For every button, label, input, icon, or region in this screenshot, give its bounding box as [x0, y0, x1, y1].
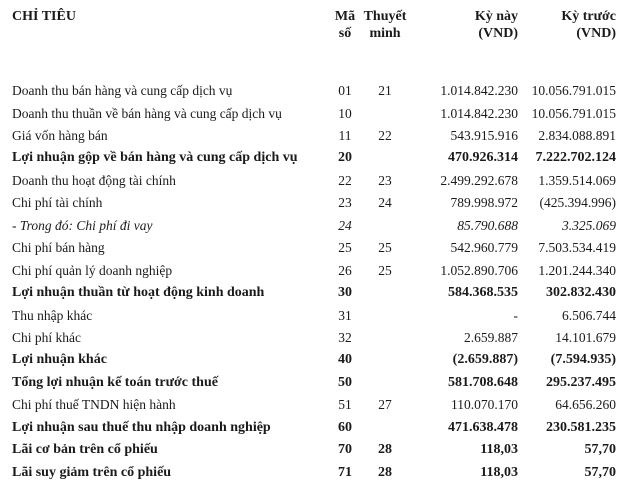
header-note: [360, 8, 410, 42]
row-previous-value: 3.325.069: [562, 217, 616, 233]
row-note: 24: [378, 195, 392, 211]
row-note: 28: [378, 464, 392, 480]
table-row: [0, 438, 624, 461]
header-code-line1: Mã: [334, 9, 356, 24]
row-current-value: (2.659.887): [452, 352, 518, 368]
row-current-value: 118,03: [480, 442, 518, 458]
row-current-value: 2.499.292.678: [440, 172, 518, 188]
row-current-value: 584.368.535: [448, 285, 518, 300]
row-current-value: -: [513, 307, 518, 323]
row-previous-value: 295.237.495: [546, 374, 616, 390]
row-code: 24: [338, 217, 352, 233]
row-previous-value: 302.832.430: [546, 285, 616, 300]
row-label: Doanh thu hoạt động tài chính: [12, 172, 176, 188]
header-previous-line2: (VND): [576, 26, 616, 41]
row-previous-value: 2.834.088.891: [538, 127, 616, 143]
row-code: 01: [338, 83, 352, 98]
row-label: Lợi nhuận gộp về bán hàng và cung cấp dịch vụ: [12, 150, 298, 166]
table-row: [0, 304, 624, 327]
row-label: Thu nhập khác: [12, 307, 93, 323]
row-current-value: 470.926.314: [448, 150, 518, 166]
row-note: 27: [378, 397, 392, 413]
row-label: Giá vốn hàng bán: [12, 127, 108, 143]
table-row: [0, 124, 624, 147]
header-current-period: [408, 8, 518, 42]
header-current-line2: (VND): [478, 26, 518, 41]
row-label: Lãi cơ bản trên cổ phiếu: [12, 442, 158, 458]
table-row: [0, 214, 624, 237]
row-label: Chi phí thuế TNDN hiện hành: [12, 397, 176, 413]
table-row: [0, 259, 624, 282]
row-code: 26: [338, 262, 352, 278]
header-indicator: CHỈ TIÊU: [12, 9, 76, 24]
table-row: [0, 236, 624, 259]
row-label: Doanh thu bán hàng và cung cấp dịch vụ: [12, 83, 233, 98]
row-current-value: 1.052.890.706: [440, 262, 518, 278]
row-label: Lợi nhuận sau thuế thu nhập doanh nghiệp: [12, 419, 271, 435]
row-code: 20: [338, 150, 352, 166]
table-row: [0, 326, 624, 349]
table-row: [0, 146, 624, 169]
row-current-value: 471.638.478: [448, 419, 518, 435]
table-row: [0, 461, 624, 484]
row-label: - Trong đó: Chi phí đi vay: [12, 217, 153, 233]
row-label: Chi phí tài chính: [12, 195, 103, 211]
row-current-value: 85.790.688: [457, 217, 518, 233]
row-previous-value: 7.222.702.124: [535, 150, 616, 166]
row-label: Lợi nhuận khác: [12, 352, 107, 368]
table-row: [0, 79, 624, 102]
table-row: [0, 191, 624, 214]
row-code: 23: [338, 195, 352, 211]
row-current-value: 118,03: [480, 464, 518, 480]
row-code: 25: [338, 240, 352, 256]
header-current-line1: Kỳ này: [474, 9, 518, 24]
header-code-line2: số: [338, 26, 352, 41]
row-code: 40: [338, 352, 352, 368]
row-note: 22: [378, 127, 392, 143]
row-previous-value: 6.506.744: [562, 307, 616, 323]
row-code: 51: [338, 397, 352, 413]
row-previous-value: (425.394.996): [539, 195, 616, 211]
row-label: Tổng lợi nhuận kế toán trước thuế: [12, 374, 218, 390]
row-code: 22: [338, 172, 352, 188]
row-previous-value: 57,70: [584, 442, 616, 458]
row-label: Lợi nhuận thuần từ hoạt động kinh doanh: [12, 285, 265, 300]
row-label: Doanh thu thuần về bán hàng và cung cấp dịch vụ: [12, 105, 282, 121]
row-previous-value: 14.101.679: [555, 329, 616, 345]
row-label: Chi phí bán hàng: [12, 240, 105, 256]
row-previous-value: 64.656.260: [555, 397, 616, 413]
row-current-value: 2.659.887: [464, 329, 518, 345]
row-note: 28: [378, 442, 392, 458]
row-code: 70: [338, 442, 352, 458]
table-row: [0, 102, 624, 125]
row-code: 10: [338, 105, 352, 121]
header-note-line2: minh: [369, 26, 401, 41]
row-current-value: 1.014.842.230: [440, 83, 518, 98]
table-row: [0, 371, 624, 394]
row-current-value: 543.915.916: [450, 127, 518, 143]
row-note: 25: [378, 262, 392, 278]
table-row: [0, 416, 624, 439]
row-current-value: 789.998.972: [450, 195, 518, 211]
row-previous-value: 10.056.791.015: [531, 83, 616, 98]
table-row: [0, 348, 624, 371]
row-code: 32: [338, 329, 352, 345]
row-previous-value: 230.581.235: [546, 419, 616, 435]
row-current-value: 542.960.779: [450, 240, 518, 256]
row-label: Lãi suy giảm trên cổ phiếu: [12, 464, 172, 480]
row-previous-value: 7.503.534.419: [538, 240, 616, 256]
row-note: 21: [378, 83, 392, 98]
row-code: 11: [338, 127, 352, 143]
row-previous-value: 57,70: [584, 464, 616, 480]
row-code: 30: [338, 285, 352, 300]
row-current-value: 581.708.648: [448, 374, 518, 390]
row-previous-value: (7.594.935): [550, 352, 616, 368]
header-previous-line1: Kỳ trước: [561, 9, 616, 24]
row-code: 31: [338, 307, 352, 323]
row-current-value: 1.014.842.230: [440, 105, 518, 121]
row-code: 50: [338, 374, 352, 390]
header-code: [328, 8, 362, 42]
table-row: [0, 393, 624, 416]
header-previous-period: [506, 8, 616, 42]
row-previous-value: 10.056.791.015: [531, 105, 616, 121]
row-code: 71: [338, 464, 352, 480]
row-note: 25: [378, 240, 392, 256]
row-label: Chi phí quản lý doanh nghiệp: [12, 262, 173, 278]
row-previous-value: 1.359.514.069: [538, 172, 616, 188]
row-code: 60: [338, 419, 352, 435]
table-row: [0, 281, 624, 304]
row-previous-value: 1.201.244.340: [538, 262, 616, 278]
row-note: 23: [378, 172, 392, 188]
row-label: Chi phí khác: [12, 329, 81, 345]
row-current-value: 110.070.170: [451, 397, 518, 413]
header-note-line1: Thuyết: [363, 9, 407, 24]
table-row: [0, 169, 624, 192]
